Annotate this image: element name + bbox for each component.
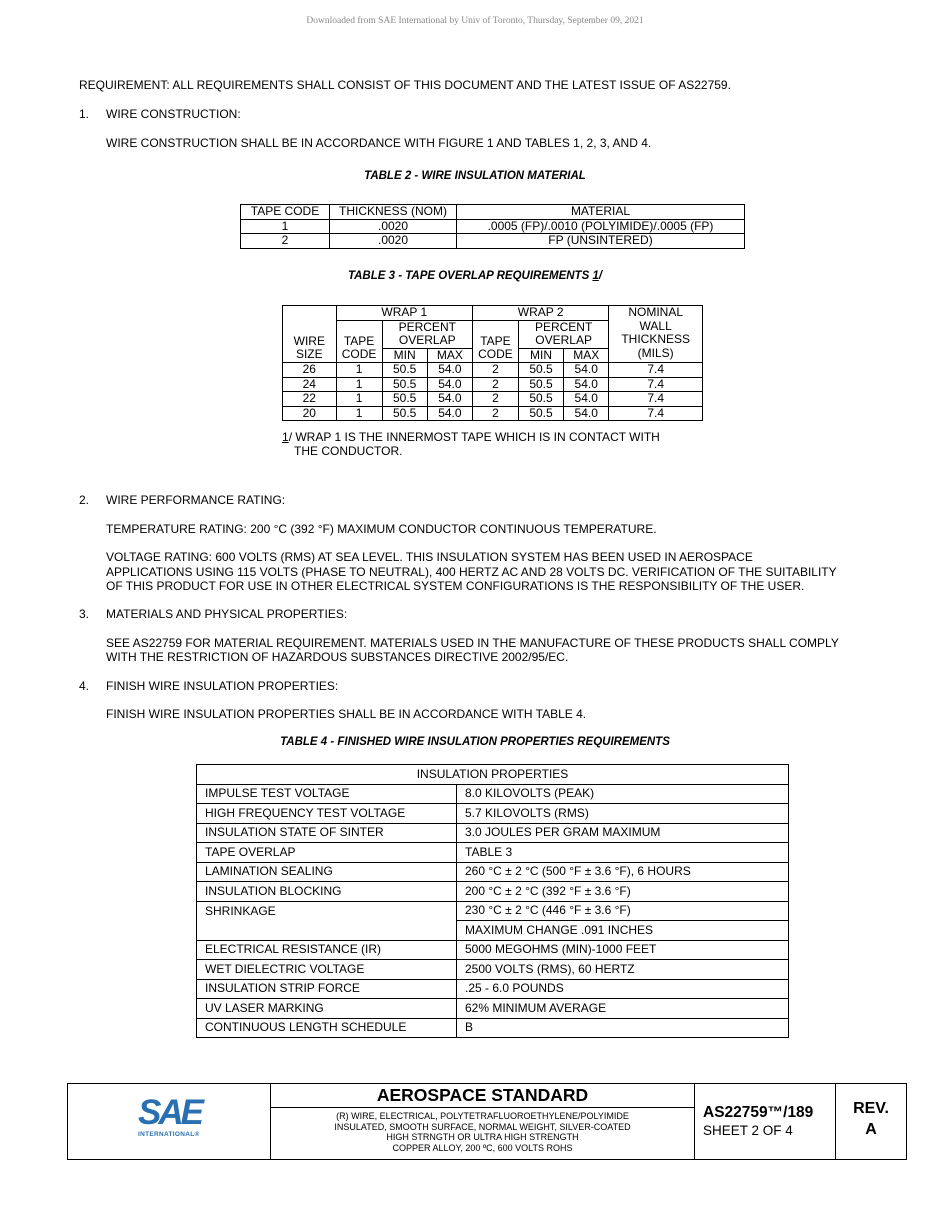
table-row	[197, 784, 789, 804]
min-header: MIN	[382, 348, 427, 363]
table-cell: FP (UNSINTERED)	[457, 234, 745, 249]
description-line-4: COPPER ALLOY, 200 ºC, 600 VOLTS ROHS	[392, 1142, 573, 1153]
table-cell: 2500 VOLTS (RMS), 60 HERTZ	[457, 960, 789, 980]
table-cell: 7.4	[609, 377, 703, 392]
standard-description	[271, 1111, 694, 1153]
table-cell: 50.5	[518, 377, 563, 392]
download-watermark: Downloaded from SAE International by Univ of Toronto, Thursday, September 09, 2021	[306, 16, 644, 26]
sae-logo-registered: ®	[194, 1131, 200, 1138]
code-label: CODE	[341, 347, 377, 361]
table-cell: 54.0	[427, 392, 472, 407]
table-4	[196, 764, 789, 1038]
overlap-header: OVERLAP	[518, 334, 608, 348]
table-row	[241, 219, 745, 234]
table-cell: .0020	[330, 234, 457, 249]
description-line-2: INSULATED, SMOOTH SURFACE, NORMAL WEIGHT, SILVER-COATED	[334, 1121, 631, 1132]
sae-logo-international: INTERNATIONAL	[138, 1131, 195, 1138]
sheet-number: SHEET 2 OF 4	[703, 1123, 793, 1138]
table-cell: 54.0	[564, 377, 609, 392]
table-3-caption	[0, 270, 950, 282]
wire-size-header	[283, 333, 337, 363]
table-cell: ELECTRICAL RESISTANCE (IR)	[197, 940, 457, 960]
table-cell: 20	[283, 406, 337, 421]
table-cell: CONTINUOUS LENGTH SCHEDULE	[197, 1018, 457, 1038]
table-cell: 22	[283, 392, 337, 407]
table-cell: 1	[336, 406, 382, 421]
table-cell: 1	[336, 377, 382, 392]
table-row	[197, 862, 789, 882]
overlap-header: OVERLAP	[382, 334, 472, 348]
table-cell: 5.7 KILOVOLTS (RMS)	[457, 804, 789, 824]
table-cell: 7.4	[609, 406, 703, 421]
table-3-caption-slash: /	[598, 270, 603, 282]
standard-title-cell	[270, 1084, 694, 1159]
table-cell: 2	[472, 392, 518, 407]
percent-header: PERCENT	[518, 320, 608, 334]
standard-title: AEROSPACE STANDARD	[271, 1084, 694, 1108]
wall-label: WALL	[639, 318, 672, 333]
table-2-caption: TABLE 2 - WIRE INSULATION MATERIAL	[364, 170, 586, 182]
revision-cell	[835, 1084, 907, 1159]
table-cell: SHRINKAGE	[197, 901, 457, 921]
max-header: MAX	[427, 348, 472, 363]
section-4-text: FINISH WIRE INSULATION PROPERTIES SHALL BE IN ACCORDANCE WITH TABLE 4.	[106, 707, 587, 721]
table-cell: 1	[336, 392, 382, 407]
table-cell: 54.0	[427, 406, 472, 421]
table-row	[241, 205, 745, 220]
table-3-note-text: / WRAP 1 IS THE INNERMOST TAPE WHICH IS IN CONTACT WITH	[288, 430, 660, 444]
table-row	[283, 406, 703, 421]
nominal-wall-header	[609, 306, 703, 363]
table-4-caption: TABLE 4 - FINISHED WIRE INSULATION PROPERTIES REQUIREMENTS	[280, 736, 670, 748]
table-3-note-line-1	[282, 430, 660, 444]
section-3-text-line-1: SEE AS22759 FOR MATERIAL REQUIREMENT. MATERIALS USED IN THE MANUFACTURE OF THESE PRODUCTS SHALL COMPLY	[106, 636, 839, 650]
table-cell: 54.0	[564, 363, 609, 378]
table-cell: TABLE 3	[457, 843, 789, 863]
table-header: TAPE CODE	[241, 205, 330, 220]
table-cell: 1	[336, 363, 382, 378]
section-2-number: 2.	[79, 493, 90, 507]
thickness-label: THICKNESS	[621, 332, 691, 346]
table-cell: B	[457, 1018, 789, 1038]
section-1-text: WIRE CONSTRUCTION SHALL BE IN ACCORDANCE WITH FIGURE 1 AND TABLES 1, 2, 3, AND 4.	[106, 136, 652, 150]
table-3-caption-text: TABLE 3 - TAPE OVERLAP REQUIREMENTS	[347, 270, 593, 282]
table-row	[241, 234, 745, 249]
wrap-1-header: WRAP 1	[336, 306, 472, 321]
document-number-cell	[694, 1084, 835, 1159]
sae-logo	[68, 1084, 270, 1159]
table-cell: 7.4	[609, 392, 703, 407]
table-cell: 1	[241, 219, 330, 234]
sae-logo-subtext	[138, 1131, 200, 1138]
table-cell: 5000 MEGOHMS (MIN)-1000 FEET	[457, 940, 789, 960]
revision-value: A	[865, 1121, 877, 1138]
description-line-3: HIGH STRNGTH OR ULTRA HIGH STRENGTH	[386, 1132, 579, 1142]
table-3-note-line-2: THE CONDUCTOR.	[294, 444, 403, 458]
tape-label: TAPE	[343, 333, 375, 348]
table-cell: 2	[472, 363, 518, 378]
table-cell: MAXIMUM CHANGE .091 INCHES	[457, 921, 789, 941]
code-label: CODE	[478, 347, 513, 361]
title-block	[67, 1083, 907, 1160]
table-row	[197, 882, 789, 902]
table-3-caption-ref: 1	[592, 270, 599, 282]
section-3-text-line-2: WITH THE RESTRICTION OF HAZARDOUS SUBSTANCES DIRECTIVE 2002/95/EC.	[106, 650, 569, 664]
table-cell: 230 °C ± 2 °C (446 °F ± 3.6 °F)	[457, 901, 789, 921]
table-row	[197, 843, 789, 863]
table-row	[197, 1018, 789, 1038]
wrap-2-header: WRAP 2	[472, 306, 608, 321]
table-cell: 50.5	[382, 392, 427, 407]
requirement-statement: REQUIREMENT: ALL REQUIREMENTS SHALL CONSIST OF THIS DOCUMENT AND THE LATEST ISSUE OF AS22759.	[79, 78, 731, 92]
tape-code-header	[336, 333, 382, 363]
section-1-number: 1.	[79, 107, 90, 121]
table-cell: INSULATION BLOCKING	[197, 882, 457, 902]
table-row	[197, 804, 789, 824]
max-header: MAX	[564, 348, 609, 363]
table-row	[197, 979, 789, 999]
table-row	[197, 823, 789, 843]
sae-logo-text: SAE	[138, 1093, 201, 1132]
table-cell: HIGH FREQUENCY TEST VOLTAGE	[197, 804, 457, 824]
section-3-heading: MATERIALS AND PHYSICAL PROPERTIES:	[106, 607, 348, 621]
section-2-heading: WIRE PERFORMANCE RATING:	[106, 493, 286, 507]
table-row	[197, 765, 789, 785]
temperature-rating: TEMPERATURE RATING: 200 °C (392 °F) MAXIMUM CONDUCTOR CONTINUOUS TEMPERATURE.	[106, 522, 657, 536]
table-cell: 2	[472, 406, 518, 421]
table-row	[283, 306, 703, 321]
table-cell: LAMINATION SEALING	[197, 862, 457, 882]
table-cell: IMPULSE TEST VOLTAGE	[197, 784, 457, 804]
voltage-rating-line-2: APPLICATIONS USING 115 VOLTS (PHASE TO NEUTRAL), 400 HERTZ AC AND 28 VOLTS DC. VERIFICATION OF THE SUITABILITY	[106, 565, 837, 579]
table-cell: 26	[283, 363, 337, 378]
table-cell: 54.0	[564, 392, 609, 407]
table-row	[197, 940, 789, 960]
table-row	[283, 392, 703, 407]
min-header: MIN	[518, 348, 563, 363]
voltage-rating-line-3: OF THIS PRODUCT FOR USE IN OTHER ELECTRICAL SYSTEM CONFIGURATIONS IS THE RESPONSIBILITY OF THE USER.	[106, 579, 805, 593]
table-3	[282, 305, 703, 421]
table-cell: 50.5	[518, 392, 563, 407]
section-3-number: 3.	[79, 607, 90, 621]
table-row	[283, 377, 703, 392]
nominal-label: NOMINAL	[628, 305, 684, 319]
table-row	[197, 901, 789, 921]
wire-label: WIRE	[293, 333, 325, 348]
table-cell: 8.0 KILOVOLTS (PEAK)	[457, 784, 789, 804]
table-cell: INSULATION STRIP FORCE	[197, 979, 457, 999]
section-4-heading: FINISH WIRE INSULATION PROPERTIES:	[106, 679, 339, 693]
table-header: THICKNESS (NOM)	[330, 205, 457, 220]
table-cell: 54.0	[564, 406, 609, 421]
section-1-heading: WIRE CONSTRUCTION:	[106, 107, 241, 121]
table-cell: UV LASER MARKING	[197, 999, 457, 1019]
table-cell: 50.5	[518, 363, 563, 378]
table-cell: .0005 (FP)/.0010 (POLYIMIDE)/.0005 (FP)	[457, 219, 745, 234]
table-cell: .0020	[330, 219, 457, 234]
table-cell: 2	[472, 377, 518, 392]
table-row	[197, 921, 789, 941]
table-cell: 54.0	[427, 363, 472, 378]
table-row	[197, 999, 789, 1019]
voltage-rating-line-1: VOLTAGE RATING: 600 VOLTS (RMS) AT SEA LEVEL. THIS INSULATION SYSTEM HAS BEEN USED IN AEROSPACE	[106, 550, 753, 564]
revision-label: REV.	[853, 1100, 889, 1117]
table-cell: .25 - 6.0 POUNDS	[457, 979, 789, 999]
description-line-1: (R) WIRE, ELECTRICAL, POLYTETRAFLUOROETHYLENE/POLYIMIDE	[336, 1111, 629, 1121]
tape-label: TAPE	[480, 333, 511, 348]
table-cell: 50.5	[382, 406, 427, 421]
table-row	[197, 960, 789, 980]
table-header: MATERIAL	[457, 205, 745, 220]
table-cell: 50.5	[382, 363, 427, 378]
table-cell: 54.0	[427, 377, 472, 392]
table-row	[283, 363, 703, 378]
table-cell: 62% MINIMUM AVERAGE	[457, 999, 789, 1019]
table-cell	[197, 921, 457, 941]
percent-header: PERCENT	[382, 320, 472, 334]
table-cell: WET DIELECTRIC VOLTAGE	[197, 960, 457, 980]
table-cell: 260 °C ± 2 °C (500 °F ± 3.6 °F), 6 HOURS	[457, 862, 789, 882]
table-2	[240, 204, 745, 249]
document-number: AS22759™/189	[703, 1104, 814, 1121]
table-cell: INSULATION STATE OF SINTER	[197, 823, 457, 843]
table-cell: 2	[241, 234, 330, 249]
tape-code-header	[472, 333, 518, 363]
table-cell: 3.0 JOULES PER GRAM MAXIMUM	[457, 823, 789, 843]
section-4-number: 4.	[79, 679, 90, 693]
table-cell: 50.5	[382, 377, 427, 392]
table-cell: 24	[283, 377, 337, 392]
size-label: SIZE	[295, 347, 323, 361]
table-cell: TAPE OVERLAP	[197, 843, 457, 863]
table-cell: 50.5	[518, 406, 563, 421]
table-4-header: INSULATION PROPERTIES	[197, 765, 789, 785]
table-cell: 200 °C ± 2 °C (392 °F ± 3.6 °F)	[457, 882, 789, 902]
table-cell: 7.4	[609, 363, 703, 378]
table-3-note-ref: 1	[282, 430, 289, 444]
mils-label: (MILS)	[637, 345, 674, 360]
